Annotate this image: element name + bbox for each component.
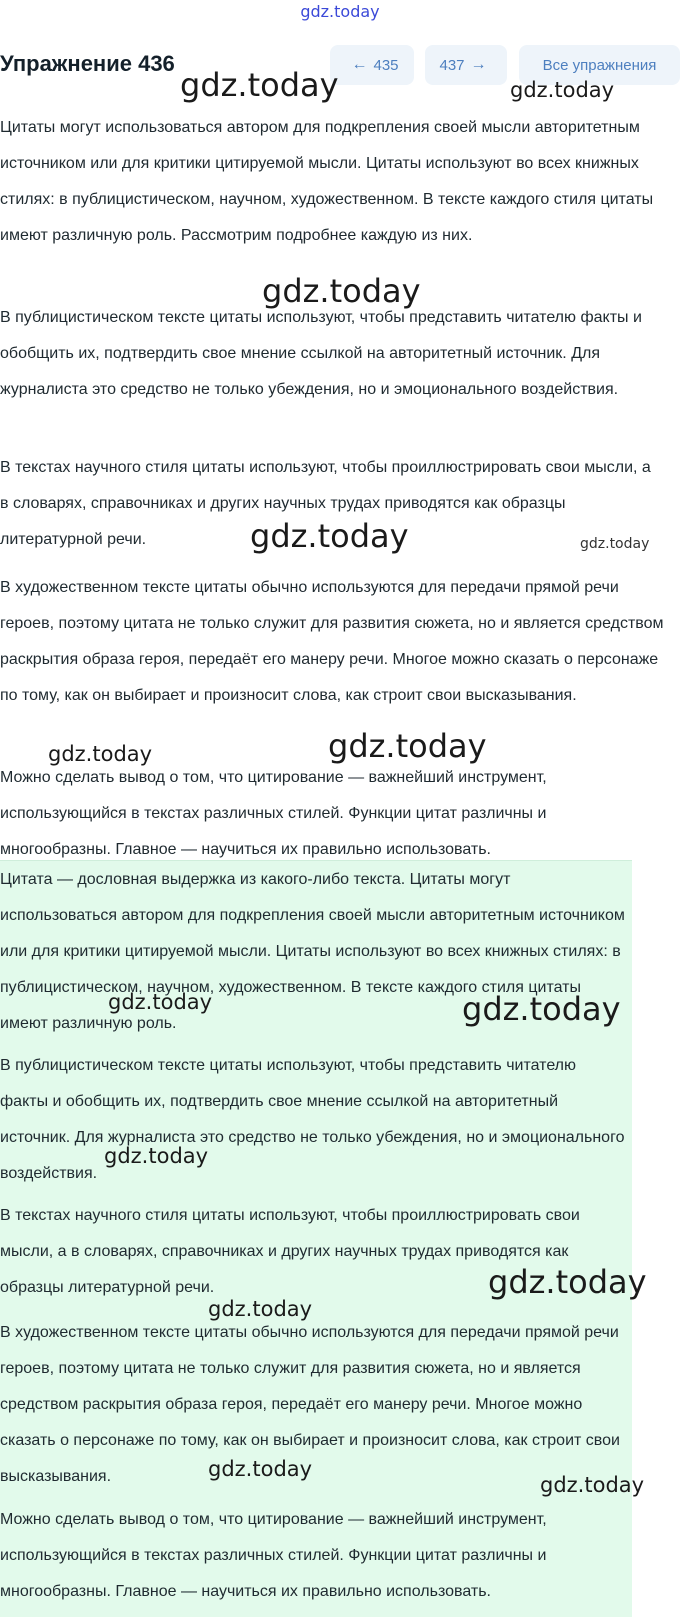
original-paragraph: Цитаты могут использоваться автором для подкрепления своей мысли авторитетным источником или для критики цитируемой мысли. Цитаты используют во всех книжных стилях: в публицистическом, научном, художественном. В тексте каждого стиля цитаты имеют различную роль. Рассмотрим подробнее каждую из них. — [0, 119, 654, 244]
prev-exercise-label: 435 — [373, 56, 399, 74]
watermark: gdz.today — [250, 517, 409, 555]
watermark: gdz.today — [488, 1263, 647, 1301]
watermark: gdz.today — [208, 1297, 313, 1321]
watermark: gdz.today — [108, 990, 213, 1014]
all-exercises-label: Все упражнения — [542, 56, 657, 74]
site-logo[interactable]: gdz.today — [300, 2, 380, 21]
watermark: gdz.today — [510, 78, 615, 102]
next-exercise-button[interactable] — [425, 45, 507, 85]
original-paragraph: Можно сделать вывод о том, что цитирование — важнейший инструмент, использующийся в текстах различных стилей. Функции цитат различны и многообразны. Главное — научиться их правильно использовать. — [0, 769, 547, 858]
watermark: gdz.today — [540, 1473, 645, 1497]
watermark: gdz.today — [48, 742, 153, 766]
watermark: gdz.today — [104, 1144, 209, 1168]
original-paragraph: В текстах научного стиля цитаты используют, чтобы проиллюстрировать свои мысли, а в словарях, справочниках и других научных трудах приводятся как образцы литературной речи. — [0, 459, 651, 548]
arrow-left-icon: ← — [351, 56, 368, 73]
arrow-right-icon: → — [470, 56, 487, 73]
watermark: gdz.today — [180, 66, 339, 104]
answer-paragraph: Цитата — дословная выдержка из какого-либо текста. Цитаты могут использоваться автором для подкрепления своей мысли авторитетным источником или для критики цитируемой мысли. Цитаты используют во всех книжных стилях: в публицистическом, научном, художественном. В тексте каждого стиля цитаты имеют различную роль. — [0, 871, 625, 1032]
answer-paragraph: В публицистическом тексте цитаты используют, чтобы представить читателю факты и обобщить их, подтвердить свое мнение ссылкой на авторитетный источник. Для журналиста это средство не только убеждения, но и эмоционального воздействия. — [0, 1057, 625, 1182]
watermark: gdz.today — [462, 990, 621, 1028]
original-paragraph: В художественном тексте цитаты обычно используются для передачи прямой речи героев, поэтому цитата не только служит для развития сюжета, но и является средством раскрытия образа героя, передаёт его манеру речи. Многое можно сказать о персонаже по тому, как он выбирает и произносит слова, как строит свои высказывания. — [0, 579, 664, 704]
all-exercises-button[interactable] — [519, 45, 680, 85]
answer-paragraph: Можно сделать вывод о том, что цитирование — важнейший инструмент, использующийся в текстах различных стилей. Функции цитат различны и многообразны. Главное — научиться их правильно использовать. — [0, 1511, 547, 1600]
watermark: gdz.today — [208, 1457, 313, 1481]
next-exercise-label: 437 — [439, 56, 465, 74]
page-title: Упражнение 436 — [0, 51, 175, 76]
original-paragraph: В публицистическом тексте цитаты используют, чтобы представить читателю факты и обобщить их, подтвердить свое мнение ссылкой на авторитетный источник. Для журналиста это средство не только убеждения, но и эмоционального воздействия. — [0, 309, 642, 398]
answer-paragraph: В текстах научного стиля цитаты используют, чтобы проиллюстрировать свои мысли, а в словарях, справочниках и других научных трудах приводятся как образцы литературной речи. — [0, 1207, 580, 1296]
watermark: gdz.today — [262, 272, 421, 310]
watermark: gdz.today — [328, 727, 487, 765]
answer-paragraph: В художественном тексте цитаты обычно используются для передачи прямой речи героев, поэтому цитата не только служит для развития сюжета, но и является средством раскрытия образа героя, передаёт его манеру речи. Многое можно сказать о персонаже по тому, как он выбирает и произносит слова, как строит свои высказывания. — [0, 1324, 620, 1485]
watermark: gdz.today — [580, 536, 650, 552]
prev-exercise-button[interactable] — [330, 45, 414, 85]
